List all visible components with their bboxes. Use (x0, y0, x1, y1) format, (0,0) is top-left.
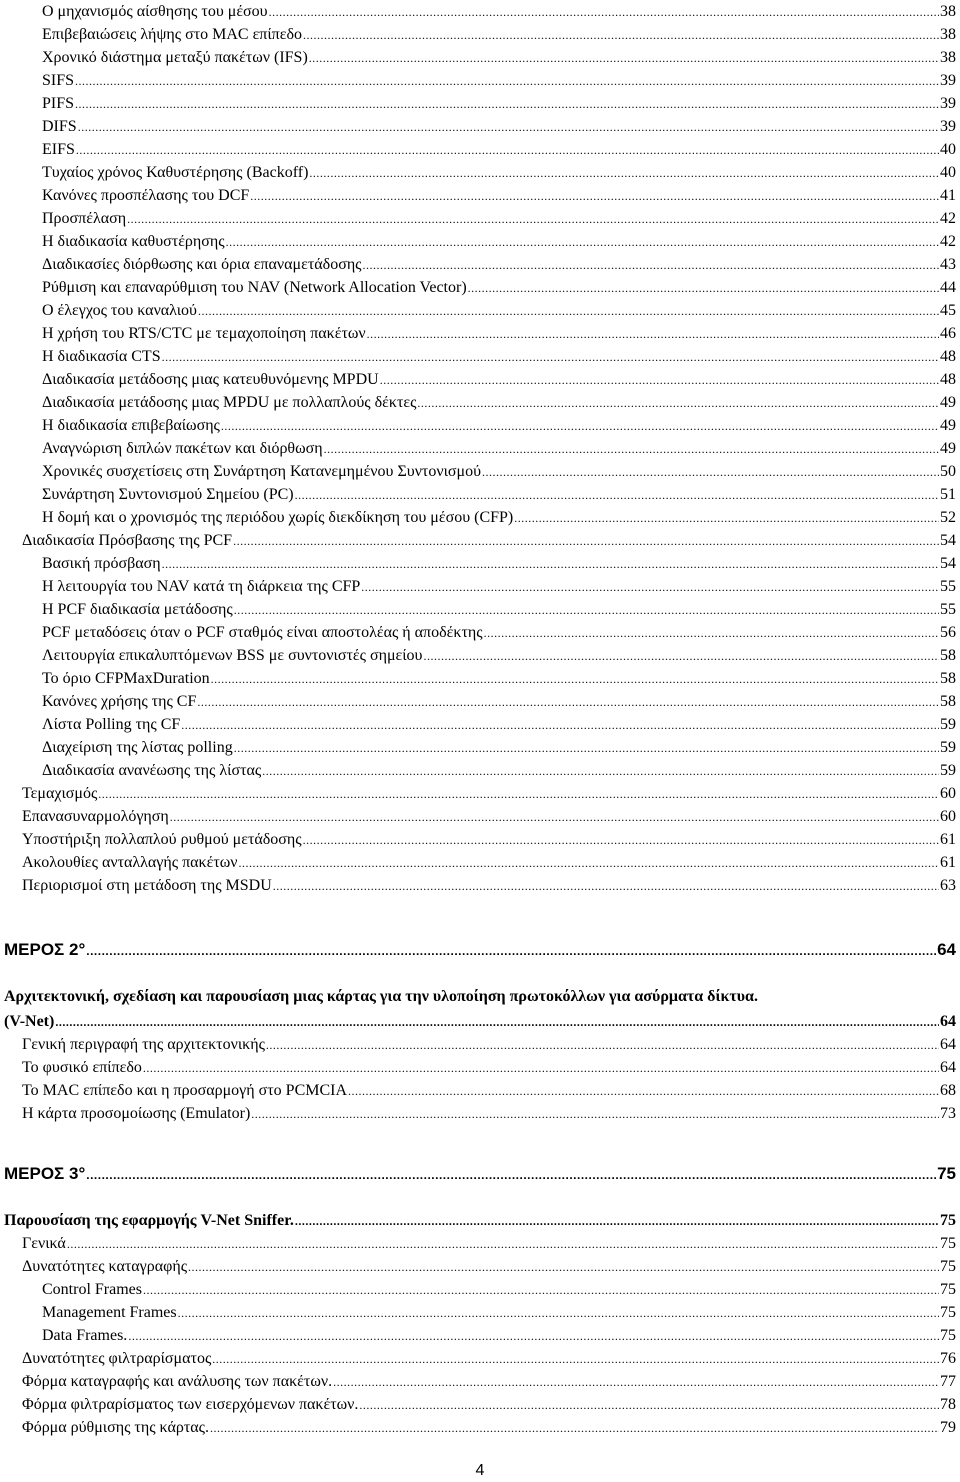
toc-entry-title: Επιβεβαιώσεις λήψης στο MAC επίπεδο (42, 26, 303, 43)
toc-chapter-heading (4, 1210, 956, 1232)
leader-dots (295, 484, 939, 506)
toc-chapter-page: 75 (940, 1212, 956, 1229)
toc-entry-page: 78 (940, 1396, 956, 1413)
toc-entry (42, 760, 956, 782)
leader-dots (78, 116, 939, 138)
leader-dots (367, 323, 939, 345)
toc-entry-page: 54 (940, 532, 956, 549)
toc-entry-title: Διαδικασία Πρόσβασης της PCF (22, 532, 233, 549)
toc-entry (42, 346, 956, 368)
toc-entry-page: 38 (940, 26, 956, 43)
toc-entry (22, 1371, 956, 1393)
toc-entry (42, 277, 956, 299)
leader-dots (423, 645, 939, 667)
toc-entry (42, 576, 956, 598)
toc-entry (22, 1233, 956, 1255)
leader-dots (86, 940, 936, 962)
toc-entry-title: Control Frames (42, 1281, 142, 1298)
leader-dots (363, 254, 939, 276)
toc-entry (42, 208, 956, 230)
toc-entry-page: 38 (940, 3, 956, 20)
leader-dots (76, 139, 939, 161)
toc-entry-title: Αναγνώριση διπλών πακέτων και διόρθωση (42, 440, 323, 457)
leader-dots (75, 93, 939, 115)
toc-entry-page: 64 (940, 1036, 956, 1053)
leader-dots (514, 507, 939, 529)
toc-entry-title: Χρονικές συσχετίσεις στη Συνάρτηση Κατανεμημένου Συντονισμού (42, 463, 482, 480)
toc-entry-page: 61 (940, 831, 956, 848)
toc-entry-title: Η λειτουργία του NAV κατά τη διάρκεια της CFP (42, 578, 361, 595)
toc-chapter-heading (4, 1011, 956, 1033)
leader-dots (361, 576, 939, 598)
toc-entry-page: 40 (940, 141, 956, 158)
toc-entry-page: 79 (940, 1419, 956, 1436)
leader-dots (181, 714, 939, 736)
toc-entry-title: Η χρήση του RTS/CTC με τεμαχοποίηση πακέτων (42, 325, 366, 342)
leader-dots (482, 461, 939, 483)
toc-entry-title: Συνάρτηση Συντονισμού Σημείου (PC) (42, 486, 294, 503)
toc-entry (22, 1103, 956, 1125)
toc-entry-page: 63 (940, 877, 956, 894)
leader-dots (210, 1417, 939, 1439)
toc-entry (22, 1394, 956, 1416)
toc-entry (22, 852, 956, 874)
leader-dots (178, 1302, 939, 1324)
toc-part-heading (4, 939, 956, 961)
toc-entry (42, 254, 956, 276)
toc-entry (42, 231, 956, 253)
toc-entry (42, 1325, 956, 1347)
toc-entry-title: Το φυσικό επίπεδο (22, 1059, 142, 1076)
toc-entry-page: 58 (940, 693, 956, 710)
toc-entry-page: 75 (940, 1235, 956, 1252)
toc-entry-page: 75 (940, 1258, 956, 1275)
toc-entry-title: Διαδικασία μετάδοσης μιας κατευθυνόμενης MPDU (42, 371, 379, 388)
toc-entry-page: 59 (940, 762, 956, 779)
toc-entry (42, 691, 956, 713)
toc-part-heading (4, 1163, 956, 1185)
toc-entry-page: 42 (940, 233, 956, 250)
toc-entry-title: EIFS (42, 141, 75, 158)
leader-dots (333, 1371, 939, 1393)
leader-dots (212, 1348, 939, 1370)
toc-entry-title: Λίστα Polling της CF (42, 716, 181, 733)
page-number: 4 (475, 1462, 485, 1479)
toc-entry (42, 139, 956, 161)
toc-entry-page: 59 (940, 739, 956, 756)
toc-entry-page: 49 (940, 440, 956, 457)
toc-entry-title: PCF μεταδόσεις όταν ο PCF σταθμός είναι αποστολέας ή αποδέκτης (42, 624, 483, 641)
toc-entry (42, 599, 956, 621)
leader-dots (162, 346, 939, 368)
toc-entry-title: Περιορισμοί στη μετάδοση της MSDU (22, 877, 272, 894)
toc-entry (22, 783, 956, 805)
toc-entry-title: Η διαδικασία καθυστέρησης (42, 233, 225, 250)
toc-entry (42, 1, 956, 23)
toc-entry-title: DIFS (42, 118, 77, 135)
leader-dots (324, 438, 939, 460)
toc-entry (22, 875, 956, 897)
toc-entry-page: 64 (940, 1059, 956, 1076)
toc-entry (22, 1034, 956, 1056)
toc-entry-title: Η διαδικασία επιβεβαίωσης (42, 417, 220, 434)
toc-entry (22, 1256, 956, 1278)
toc-entry-title: Χρονικό διάστημα μεταξύ πακέτων (IFS) (42, 49, 308, 66)
toc-entry-title: Διαδικασία ανανέωσης της λίστας (42, 762, 262, 779)
leader-dots (221, 415, 939, 437)
toc-entry-title: Διαδικασία μετάδοσης μιας MPDU με πολλαπλούς δέκτες (42, 394, 417, 411)
toc-entry (42, 70, 956, 92)
toc-entry-title: Το MAC επίπεδο και η προσαρμογή στο PCMCIA (22, 1082, 348, 1099)
toc-entry-title: Δυνατότητες καταγραφής (22, 1258, 188, 1275)
toc-entry-page: 75 (940, 1327, 956, 1344)
toc-entry-title: Φόρμα ρύθμισης της κάρτας. (22, 1419, 209, 1436)
toc-entry-page: 56 (940, 624, 956, 641)
toc-entry-title: Φόρμα φιλτραρίσματος των εισερχόμενων πακέτων. (22, 1396, 359, 1413)
toc-entry-title: SIFS (42, 72, 75, 89)
toc-entry (42, 300, 956, 322)
toc-entry-page: 60 (940, 785, 956, 802)
toc-entry-page: 50 (940, 463, 956, 480)
leader-dots (250, 185, 939, 207)
toc-entry-page: 52 (940, 509, 956, 526)
leader-dots (226, 231, 939, 253)
toc-entry-page: 59 (940, 716, 956, 733)
leader-dots (188, 1256, 939, 1278)
leader-dots (86, 1164, 936, 1186)
leader-dots (251, 1103, 939, 1125)
toc-entry-page: 58 (940, 670, 956, 687)
toc-entry-title: Δυνατότητες φιλτραρίσματος (22, 1350, 212, 1367)
leader-dots (303, 24, 939, 46)
toc-chapter-page: 64 (940, 1013, 956, 1030)
leader-dots (359, 1394, 939, 1416)
leader-dots (348, 1080, 939, 1102)
toc-entry-page: 48 (940, 371, 956, 388)
toc-entry-page: 44 (940, 279, 956, 296)
leader-dots (262, 760, 939, 782)
leader-dots (128, 1325, 939, 1347)
leader-dots (417, 392, 939, 414)
toc-entry (42, 714, 956, 736)
toc-entry-title: Κανόνες χρήσης της CF (42, 693, 197, 710)
toc-entry (42, 162, 956, 184)
toc-entry-title: Τυχαίος χρόνος Καθυστέρησης (Backoff) (42, 164, 309, 181)
toc-entry (42, 553, 956, 575)
toc-entry (42, 438, 956, 460)
leader-dots (233, 530, 939, 552)
toc-entry-page: 48 (940, 348, 956, 365)
leader-dots (67, 1233, 939, 1255)
toc-entry-page: 55 (940, 578, 956, 595)
toc-entry (22, 1348, 956, 1370)
toc-entry (42, 1279, 956, 1301)
toc-entry (42, 484, 956, 506)
leader-dots (198, 300, 939, 322)
toc-entry-page: 40 (940, 164, 956, 181)
leader-dots (127, 208, 939, 230)
toc-chapter-title: Παρουσίαση της εφαρμογής V-Net Sniffer. (4, 1212, 294, 1229)
toc-entry-title: Τεμαχισμός (22, 785, 98, 802)
toc-entry-title: Ρύθμιση και επαναρύθμιση του NAV (Network Allocation Vector) (42, 279, 467, 296)
toc-entry (42, 323, 956, 345)
toc-entry (22, 829, 956, 851)
toc-entry-title: Η διαδικασία CTS (42, 348, 161, 365)
leader-dots (239, 852, 939, 874)
toc-entry-title: Επανασυναρμολόγηση (22, 808, 169, 825)
toc-entry-page: 39 (940, 72, 956, 89)
toc-entry-page: 41 (940, 187, 956, 204)
toc-entry-page: 73 (940, 1105, 956, 1122)
leader-dots (380, 369, 939, 391)
toc-part-title: ΜΕΡΟΣ 3° (4, 1164, 86, 1183)
toc-part-title: ΜΕΡΟΣ 2° (4, 940, 86, 959)
leader-dots (234, 599, 939, 621)
toc-entry-page: 60 (940, 808, 956, 825)
toc-entry-title: Βασική πρόσβαση (42, 555, 161, 572)
toc-entry-page: 58 (940, 647, 956, 664)
toc-entry-page: 51 (940, 486, 956, 503)
toc-entry-title: Το όριο CFPMaxDuration (42, 670, 210, 687)
toc-entry-title: Γενικά (22, 1235, 66, 1252)
toc-chapter-heading-line: Αρχιτεκτονική, σχεδίαση και παρουσίαση μιας κάρτας για την υλοποίηση πρωτοκόλλων για ασύρματα δίκτυα. (4, 988, 758, 1005)
leader-dots (484, 622, 939, 644)
toc-entry-page: 39 (940, 118, 956, 135)
toc-entry-page: 42 (940, 210, 956, 227)
toc-entry (42, 185, 956, 207)
toc-entry-title: Η PCF διαδικασία μετάδοσης (42, 601, 233, 618)
toc-entry-page: 45 (940, 302, 956, 319)
leader-dots (143, 1279, 939, 1301)
leader-dots (197, 691, 939, 713)
leader-dots (170, 806, 939, 828)
toc-entry (42, 668, 956, 690)
toc-entry (42, 116, 956, 138)
toc-entry (42, 24, 956, 46)
toc-entry-title: Management Frames (42, 1304, 177, 1321)
leader-dots (295, 1210, 939, 1232)
toc-entry-page: 77 (940, 1373, 956, 1390)
toc-entry (42, 93, 956, 115)
toc-entry-page: 49 (940, 394, 956, 411)
toc-entry (42, 645, 956, 667)
leader-dots (303, 829, 939, 851)
leader-dots (98, 783, 939, 805)
toc-entry (42, 392, 956, 414)
toc-entry-title: PIFS (42, 95, 75, 112)
toc-part-page: 75 (937, 1164, 956, 1183)
toc-entry-page: 55 (940, 601, 956, 618)
toc-entry (42, 737, 956, 759)
leader-dots (269, 1, 939, 23)
toc-entry-title: Ακολουθίες ανταλλαγής πακέτων (22, 854, 238, 871)
toc-entry-title: Διαχείριση της λίστας polling (42, 739, 233, 756)
toc-entry (42, 415, 956, 437)
toc-entry-title: Γενική περιγραφή της αρχιτεκτονικής (22, 1036, 265, 1053)
toc-entry (42, 47, 956, 69)
toc-entry-title: Data Frames. (42, 1327, 128, 1344)
leader-dots (75, 70, 939, 92)
leader-dots (468, 277, 939, 299)
toc-entry-page: 46 (940, 325, 956, 342)
leader-dots (273, 875, 939, 897)
toc-entry (22, 1057, 956, 1079)
leader-dots (266, 1034, 939, 1056)
toc-entry-page: 38 (940, 49, 956, 66)
toc-entry (42, 1302, 956, 1324)
toc-entry-title: Υποστήριξη πολλαπλού ρυθμού μετάδοσης (22, 831, 302, 848)
toc-entry-title: Η δομή και ο χρονισμός της περιόδου χωρίς διεκδίκηση του μέσου (CFP) (42, 509, 514, 526)
toc-entry-page: 54 (940, 555, 956, 572)
toc-entry-title: Φόρμα καταγραφής και ανάλυσης των πακέτων. (22, 1373, 333, 1390)
toc-entry (42, 461, 956, 483)
leader-dots (55, 1011, 939, 1033)
toc-entry (22, 530, 956, 552)
toc-entry-title: Προσπέλαση (42, 210, 127, 227)
toc-entry (42, 507, 956, 529)
leader-dots (162, 553, 939, 575)
leader-dots (211, 668, 939, 690)
toc-entry (22, 1080, 956, 1102)
toc-entry (22, 806, 956, 828)
toc-entry (42, 369, 956, 391)
toc-entry-page: 49 (940, 417, 956, 434)
toc-entry-page: 75 (940, 1304, 956, 1321)
toc-entry-title: Η κάρτα προσομοίωσης (Emulator) (22, 1105, 251, 1122)
toc-entry-title: Κανόνες προσπέλασης του DCF (42, 187, 250, 204)
toc-entry-page: 75 (940, 1281, 956, 1298)
toc-entry-title: Ο μηχανισμός αίσθησης του μέσου (42, 3, 268, 20)
leader-dots (309, 162, 939, 184)
toc-entry (22, 1417, 956, 1439)
toc-chapter-title: (V-Net) (4, 1013, 55, 1030)
leader-dots (309, 47, 939, 69)
leader-dots (143, 1057, 939, 1079)
toc-entry-page: 76 (940, 1350, 956, 1367)
toc-entry-page: 43 (940, 256, 956, 273)
toc-entry-title: Ο έλεγχος του καναλιού (42, 302, 197, 319)
toc-entry-page: 39 (940, 95, 956, 112)
toc-entry-page: 68 (940, 1082, 956, 1099)
toc-entry-title: Λειτουργία επικαλυπτόμενων BSS με συντονιστές σημείου (42, 647, 423, 664)
toc-entry-title: Διαδικασίες διόρθωσης και όρια επαναμετάδοσης (42, 256, 362, 273)
leader-dots (234, 737, 939, 759)
toc-entry-page: 61 (940, 854, 956, 871)
toc-part-page: 64 (937, 940, 956, 959)
toc-entry (42, 622, 956, 644)
